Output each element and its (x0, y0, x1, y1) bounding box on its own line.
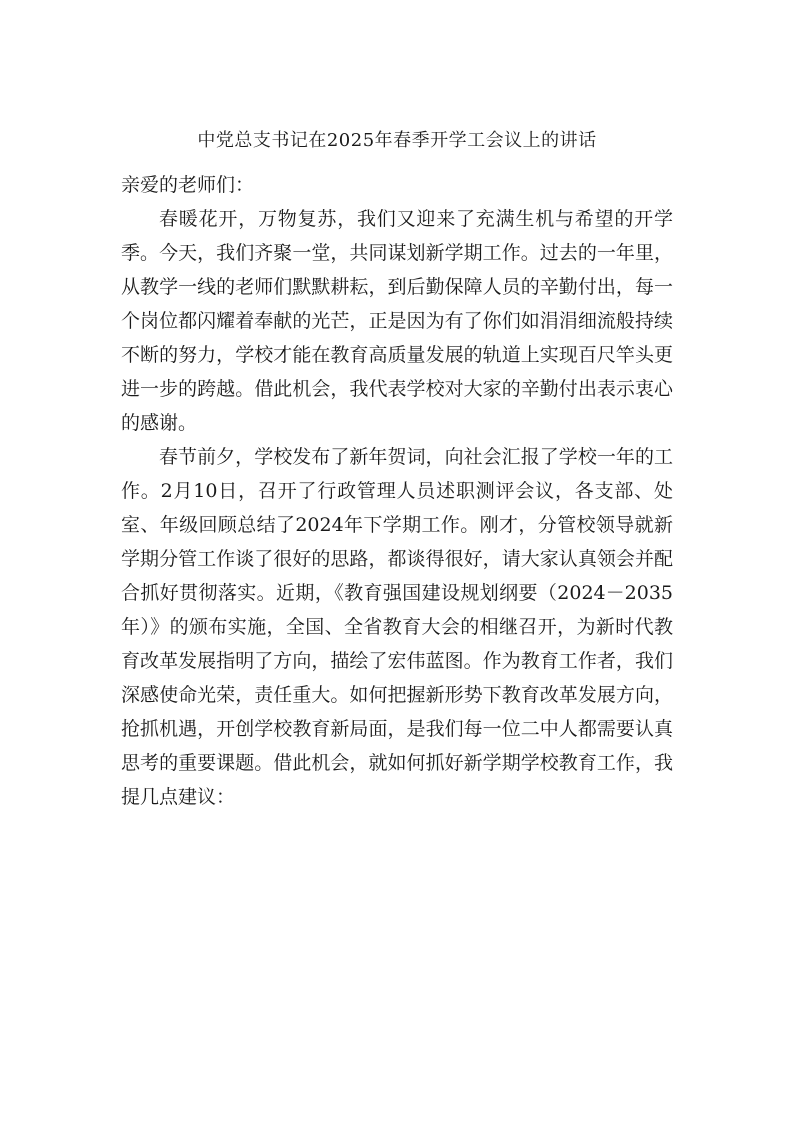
document-title: 中党总支书记在2025年春季开学工会议上的讲话 (197, 130, 597, 151)
paragraph-2: 春节前夕，学校发布了新年贺词，向社会汇报了学校一年的工作。2月10日，召开了行政管理人员述职测评会议，各支部、处室、年级回顾总结了2024年下学期工作。刚才，分管校领导就新学期分管工作谈了很好的思路，都谈得很好，请大家认真领会并配合抓好贯彻落实。近期，《教育强国建设规划纲要（2024－2035年）》的颁布实施，全国、全省教育大会的相继召开，为新时代教育改革发展指明了方向，描绘了宏伟蓝图。作为教育工作者，我们深感使命光荣，责任重大。如何把握新形势下教育改革发展方向，抢抓机遇，开创学校教育新局面，是我们每一位二中人都需要认真思考的重要课题。借此机会，就如何抓好新学期学校教育工作，我提几点建议： (121, 446, 673, 808)
paragraph-1: 春暖花开，万物复苏，我们又迎来了充满生机与希望的开学季。今天，我们齐聚一堂，共同谋划新学期工作。过去的一年里，从教学一线的老师们默默耕耘，到后勤保障人员的辛勤付出，每一个岗位都闪耀着奉献的光芒，正是因为有了你们如涓涓细流般持续不断的努力，学校才能在教育高质量发展的轨道上实现百尺竿头更进一步的跨越。借此机会，我代表学校对大家的辛勤付出表示衷心的感谢。 (121, 208, 673, 434)
document-body (121, 126, 673, 814)
salutation: 亲爱的老师们： (121, 174, 255, 196)
